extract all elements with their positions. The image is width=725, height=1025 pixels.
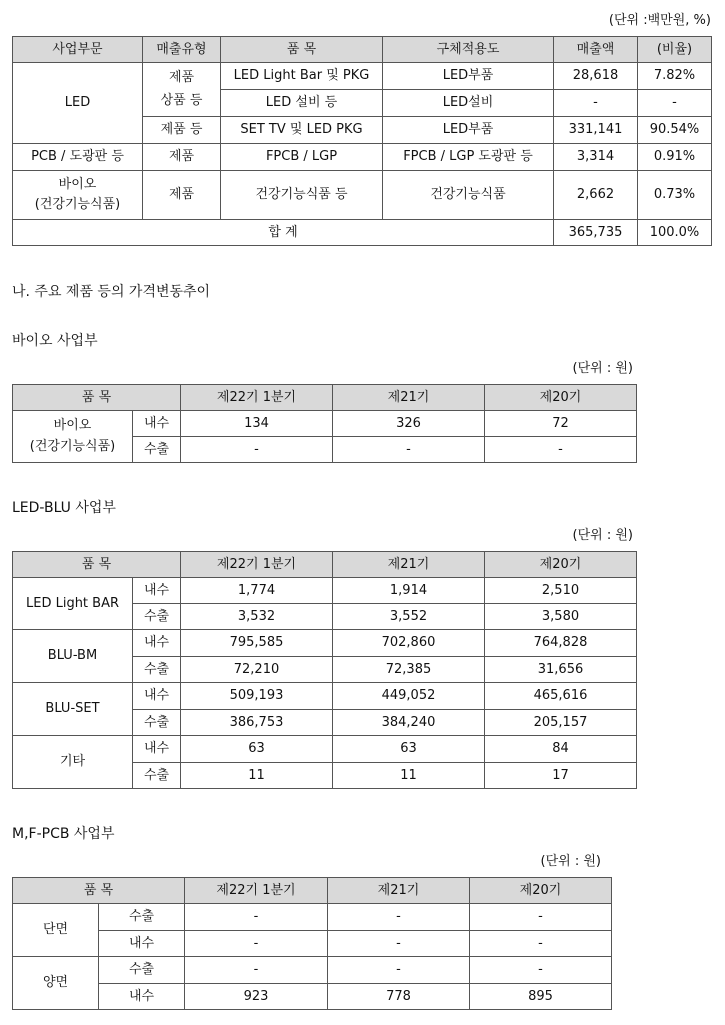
- item-cell: BLU-BM: [13, 630, 133, 683]
- value-cell: 795,585: [181, 630, 333, 657]
- table-row: [13, 984, 612, 1010]
- value-cell: -: [328, 931, 470, 957]
- kind-cell: 내수: [133, 630, 181, 657]
- value-cell: 764,828: [485, 630, 637, 657]
- mf-pcb-title: M,F-PCB 사업부: [12, 826, 115, 842]
- kind-cell: 수출: [133, 657, 181, 683]
- total-label: 합 계: [13, 220, 554, 246]
- use-cell: LED부품: [383, 117, 554, 144]
- table-row: [13, 630, 637, 657]
- bio-title: 바이오 사업부: [12, 333, 98, 349]
- kind-cell: 내수: [133, 683, 181, 710]
- column-header: (비율): [638, 37, 712, 63]
- value-cell: -: [185, 904, 328, 931]
- value-cell: 384,240: [333, 710, 485, 736]
- mf-pcb-header-row: [13, 878, 612, 904]
- column-header: 매출유형: [143, 37, 221, 63]
- amount-cell: 2,662: [554, 171, 638, 220]
- kind-cell: 내수: [133, 578, 181, 604]
- ratio-cell: 90.54%: [638, 117, 712, 144]
- column-header: 구체적용도: [383, 37, 554, 63]
- kind-cell: 수출: [99, 957, 185, 984]
- ratio-cell: 7.82%: [638, 63, 712, 90]
- value-cell: 778: [328, 984, 470, 1010]
- value-cell: 895: [470, 984, 612, 1010]
- column-header: 제22기 1분기: [181, 385, 333, 411]
- value-cell: 923: [185, 984, 328, 1010]
- value-cell: -: [328, 957, 470, 984]
- column-header: 제21기: [333, 385, 485, 411]
- value-cell: 11: [181, 763, 333, 789]
- column-header: 제21기: [333, 552, 485, 578]
- column-header: 제22기 1분기: [181, 552, 333, 578]
- value-cell: -: [485, 437, 637, 463]
- value-cell: -: [333, 437, 485, 463]
- led-blu-header-row: [13, 552, 637, 578]
- item-cell: BLU-SET: [13, 683, 133, 736]
- column-header: 제20기: [485, 385, 637, 411]
- value-cell: 63: [181, 736, 333, 763]
- ratio-cell: -: [638, 90, 712, 117]
- value-cell: -: [328, 904, 470, 931]
- kind-cell: 내수: [99, 984, 185, 1010]
- item-cell: LED 설비 등: [221, 90, 383, 117]
- item-cell: SET TV 및 LED PKG: [221, 117, 383, 144]
- kind-cell: 수출: [133, 763, 181, 789]
- value-cell: -: [185, 957, 328, 984]
- table-row: [13, 63, 712, 90]
- total-ratio: 100.0%: [638, 220, 712, 246]
- kind-cell: 수출: [99, 904, 185, 931]
- sales-table: [12, 36, 712, 246]
- value-cell: 72: [485, 411, 637, 437]
- column-header: 제20기: [470, 878, 612, 904]
- mf-pcb-unit: (단위 : 원): [540, 854, 601, 869]
- item-cell: FPCB / LGP: [221, 144, 383, 171]
- use-cell: FPCB / LGP 도광판 등: [383, 144, 554, 171]
- value-cell: 2,510: [485, 578, 637, 604]
- table-row: [13, 683, 637, 710]
- value-cell: 465,616: [485, 683, 637, 710]
- kind-cell: 수출: [133, 710, 181, 736]
- kind-cell: 내수: [133, 411, 181, 437]
- led-blu-table: [12, 551, 637, 789]
- column-header: 제22기 1분기: [185, 878, 328, 904]
- table-row: [13, 144, 712, 171]
- value-cell: 11: [333, 763, 485, 789]
- table-row: [13, 411, 637, 437]
- value-cell: 3,552: [333, 604, 485, 630]
- value-cell: 134: [181, 411, 333, 437]
- value-cell: -: [470, 957, 612, 984]
- column-header: 품 목: [13, 385, 181, 411]
- amount-cell: 3,314: [554, 144, 638, 171]
- use-cell: 건강기능식품: [383, 171, 554, 220]
- item-cell: LED Light Bar 및 PKG: [221, 63, 383, 90]
- ratio-cell: 0.91%: [638, 144, 712, 171]
- value-cell: 84: [485, 736, 637, 763]
- value-cell: -: [181, 437, 333, 463]
- amount-cell: -: [554, 90, 638, 117]
- value-cell: 72,210: [181, 657, 333, 683]
- value-cell: 17: [485, 763, 637, 789]
- type-cell: 제품: [143, 171, 221, 220]
- column-header: 품 목: [13, 552, 181, 578]
- type-cell: 제품: [143, 144, 221, 171]
- value-cell: 63: [333, 736, 485, 763]
- bio-table: [12, 384, 637, 463]
- item-cell: 바이오 (건강기능식품): [13, 411, 133, 463]
- value-cell: 3,532: [181, 604, 333, 630]
- kind-cell: 내수: [133, 736, 181, 763]
- value-cell: 386,753: [181, 710, 333, 736]
- use-cell: LED부품: [383, 63, 554, 90]
- item-cell: 건강기능식품 등: [221, 171, 383, 220]
- value-cell: -: [470, 931, 612, 957]
- column-header: 제20기: [485, 552, 637, 578]
- item-cell: 기타: [13, 736, 133, 789]
- table-row: [13, 931, 612, 957]
- value-cell: -: [470, 904, 612, 931]
- led-blu-unit: (단위 : 원): [572, 528, 633, 543]
- value-cell: 72,385: [333, 657, 485, 683]
- amount-cell: 331,141: [554, 117, 638, 144]
- ratio-cell: 0.73%: [638, 171, 712, 220]
- column-header: 품 목: [221, 37, 383, 63]
- value-cell: 205,157: [485, 710, 637, 736]
- table-row: [13, 904, 612, 931]
- column-header: 제21기: [328, 878, 470, 904]
- amount-cell: 28,618: [554, 63, 638, 90]
- total-row: [13, 220, 712, 246]
- item-cell: 단면: [13, 904, 99, 957]
- segment-cell: 바이오 (건강기능식품): [13, 171, 143, 220]
- sales-unit: (단위 :백만원, %): [608, 13, 711, 28]
- column-header: 품 목: [13, 878, 185, 904]
- kind-cell: 내수: [99, 931, 185, 957]
- value-cell: 3,580: [485, 604, 637, 630]
- value-cell: 449,052: [333, 683, 485, 710]
- value-cell: 702,860: [333, 630, 485, 657]
- value-cell: 1,914: [333, 578, 485, 604]
- kind-cell: 수출: [133, 437, 181, 463]
- mf-pcb-table: [12, 877, 612, 1010]
- item-cell: LED Light BAR: [13, 578, 133, 630]
- section-title: 나. 주요 제품 등의 가격변동추이: [12, 284, 211, 300]
- type-cell: 제품 상품 등: [143, 63, 221, 117]
- sales-header-row: [13, 37, 712, 63]
- bio-header-row: [13, 385, 637, 411]
- value-cell: 509,193: [181, 683, 333, 710]
- value-cell: -: [185, 931, 328, 957]
- table-row: [13, 578, 637, 604]
- column-header: 사업부문: [13, 37, 143, 63]
- kind-cell: 수출: [133, 604, 181, 630]
- table-row: [13, 171, 712, 220]
- value-cell: 31,656: [485, 657, 637, 683]
- type-cell: 제품 등: [143, 117, 221, 144]
- use-cell: LED설비: [383, 90, 554, 117]
- total-amount: 365,735: [554, 220, 638, 246]
- segment-cell: PCB / 도광판 등: [13, 144, 143, 171]
- table-row: [13, 736, 637, 763]
- value-cell: 326: [333, 411, 485, 437]
- table-row: [13, 957, 612, 984]
- item-cell: 양면: [13, 957, 99, 1010]
- segment-cell: LED: [13, 63, 143, 144]
- bio-unit: (단위 : 원): [572, 361, 633, 376]
- led-blu-title: LED-BLU 사업부: [12, 500, 116, 516]
- value-cell: 1,774: [181, 578, 333, 604]
- column-header: 매출액: [554, 37, 638, 63]
